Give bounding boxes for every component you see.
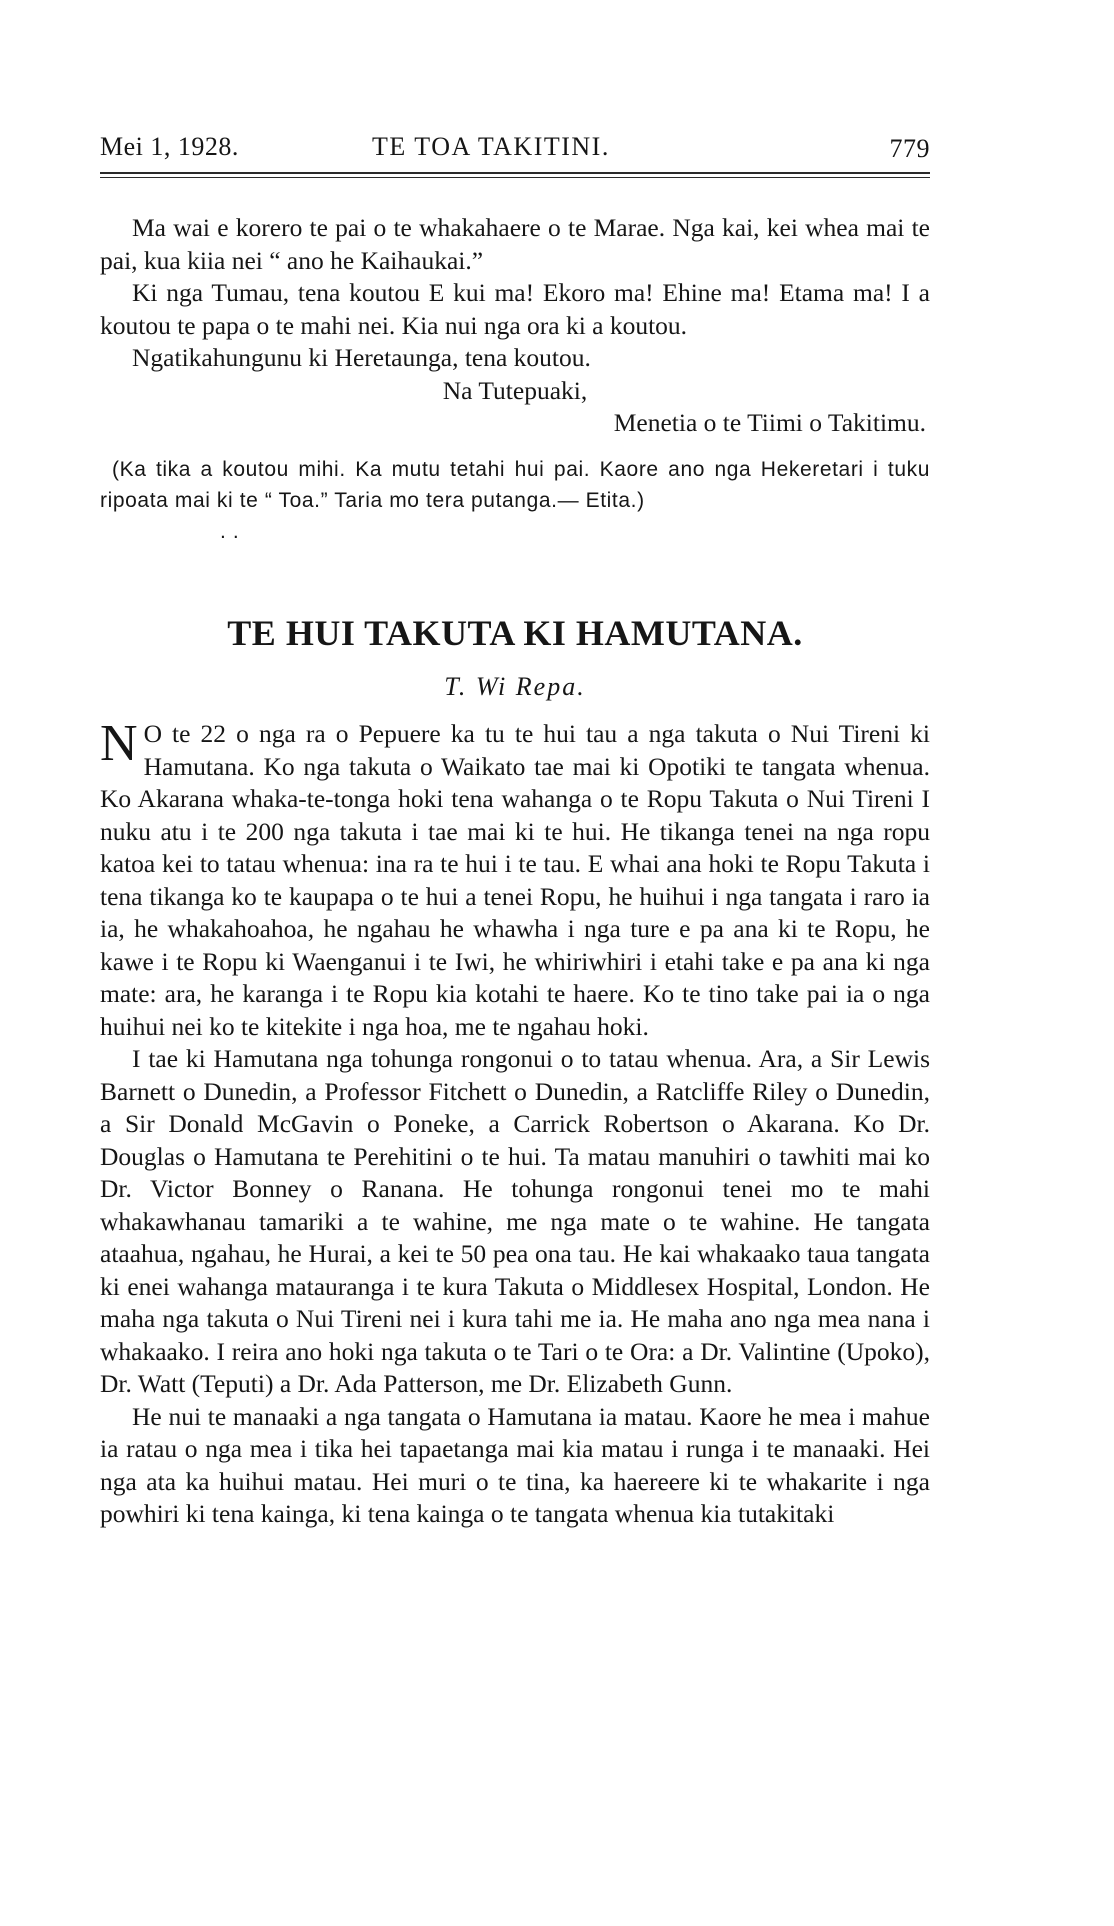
journal-title: TE TOA TAKITINI.: [372, 132, 610, 161]
article-paragraph-text: O te 22 o nga ra o Pepuere ka tu te hui tau a nga takuta o Nui Tireni ki Hamutana. Ko nga takuta o Waikato tae mai ki Opotiki te tangata whenua. Ko Akarana whaka-te-tonga hoki tena wahanga o te Ropu Takuta o Nui Tireni I nuku atu i te 200 nga takuta i tae mai ki te hui. He tikanga tenei na nga ropu katoa kei to tatau whenua: ina ra te hui i te tau. E whai ana hoki te Ropu Takuta i tena tikanga ko te kaupapa o te hui a tenei Ropu, he huihui i nga tangata i raro ia ia, he whakahoahoa, he ngahau he whawha i nga ture e pa ana ki te Ropu, he kawe i te Ropu ki Waenganui i te Iwi, he whiriwhiri i etahi take e pa ana ki nga mate: ara, he karanga i te Ropu kia kotahi te haere. Ko te tino take pai ia o nga huihui nei ko te kitekite i nga hoa, me te ngahau hoki.: [100, 719, 930, 1041]
issue-date: Mei 1, 1928.: [100, 132, 239, 161]
header-rule-thin: [100, 177, 930, 178]
letter-paragraph: Ngatikahungunu ki Heretaunga, tena koutou.: [132, 343, 591, 372]
header-rule: [100, 172, 930, 174]
article-paragraph: He nui te manaaki a nga tangata o Hamutana ia matau. Kaore he mea i mahue ia ratau o nga mea i tika hei tapaetanga mai kia matau i runga i te manaaki. Hei nga ata ka huihui matau. Hei muri o te tina, ka haereere ki te whakarite i nga powhiri ki tena kainga, ki tena kainga o te tangata whenua kia tutakitaki: [100, 1401, 930, 1528]
article-body: [100, 715, 930, 1531]
editor-note-text: (Ka tika a koutou mihi. Ka mutu tetahi hui pai. Kaore ano nga Hekeretari i tuku ripoata mai ki te “ Toa.” Taria mo tera putanga.— Etita.): [100, 458, 930, 512]
letter-paragraph: Ki nga Tumau, tena koutou E kui ma! Ekoro ma! Ehine ma! Etama ma! I a koutou te papa o te mahi nei. Kia nui nga ora ki a koutou.: [100, 278, 930, 340]
signature-name: Na Tutepuaki,: [442, 375, 588, 405]
article-paragraph: [100, 715, 930, 1043]
editor-note-dots: . .: [220, 520, 240, 543]
drop-cap: N: [100, 715, 138, 772]
editor-note: [100, 454, 930, 547]
running-header: [100, 132, 930, 166]
article-paragraph: I tae ki Hamutana nga tohunga rongonui o to tatau whenua. Ara, a Sir Lewis Barnett o Dunedin, a Professor Fitchett o Dunedin, a Ratcliffe Riley o Dunedin, a Sir Donald McGavin o Poneke, a Carrick Robertson o Akarana. Ko Dr. Douglas o Hamutana te Perehitini o te hui. Ta matau manuhiri o tawhiti mai ko Dr. Victor Bonney o Ranana. He tohunga rongonui tenei mo te mahi whakawhanau tamariki a te wahine, me nga mate o te wahine. He tangata ataahua, ngahau, he Hurai, a kei te 50 pea ona tau. He kai whakaako taua tangata ki enei wahanga matauranga i te kura Takuta o Middlesex Hospital, London. He maha nga takuta o Nui Tireni nei i kura tahi me ia. He maha ano nga mea nana i whakaako. I reira ano hoki nga takuta o te Tari o te Ora: a Dr. Valintine (Upoko), Dr. Watt (Teputi) a Dr. Ada Patterson, me Dr. Elizabeth Gunn.: [100, 1044, 930, 1398]
letter-paragraph: Ma wai e korero te pai o te whakahaere o te Marae. Nga kai, kei whea mai te pai, kua kiia nei “ ano he Kaihaukai.”: [100, 213, 930, 275]
letter-section: [100, 212, 930, 440]
article-title: TE HUI TAKUTA KI HAMUTANA.: [227, 613, 803, 653]
page-number: 779: [889, 134, 930, 163]
article-author: T. Wi Repa.: [444, 672, 586, 701]
signature-place: Menetia o te Tiimi o Takitimu.: [613, 408, 926, 437]
